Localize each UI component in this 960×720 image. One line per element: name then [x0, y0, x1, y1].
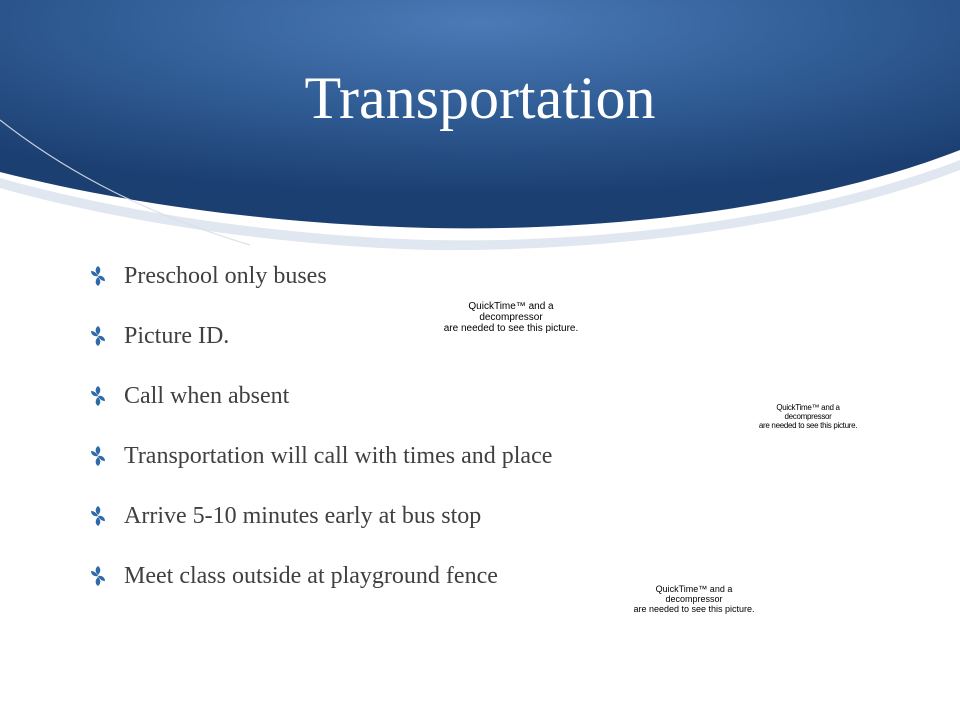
quicktime-line: decompressor: [479, 312, 543, 323]
bullet-item: [88, 546, 552, 606]
bullet-item: [88, 366, 552, 426]
quicktime-line: are needed to see this picture.: [758, 421, 858, 430]
floral-bullet-icon: [88, 565, 108, 587]
floral-bullet-icon: [88, 265, 108, 287]
bullet-item: [88, 486, 552, 546]
quicktime-line: QuickTime™ and a: [468, 301, 554, 312]
quicktime-line: QuickTime™ and a: [776, 403, 840, 412]
bullet-text: Arrive 5-10 minutes early at bus stop: [124, 502, 482, 529]
bullet-text: Transportation will call with times and place: [124, 442, 553, 469]
quicktime-placeholder: [738, 403, 878, 430]
floral-bullet-icon: [88, 385, 108, 407]
quicktime-placeholder: [415, 301, 607, 334]
floral-bullet-icon: [88, 325, 108, 347]
bullet-list: [88, 246, 552, 606]
bullet-item: [88, 426, 552, 486]
bullet-text: Meet class outside at playground fence: [124, 562, 498, 589]
quicktime-line: are needed to see this picture.: [443, 323, 579, 334]
floral-bullet-icon: [88, 505, 108, 527]
quicktime-line: are needed to see this picture.: [633, 604, 755, 614]
quicktime-line: decompressor: [784, 412, 832, 421]
slide-title: Transportation: [304, 65, 656, 131]
quicktime-line: QuickTime™ and a: [655, 584, 733, 594]
bullet-text: Call when absent: [124, 382, 290, 409]
quicktime-line: decompressor: [665, 594, 723, 604]
bullet-item: [88, 246, 552, 306]
bullet-text: Preschool only buses: [124, 262, 327, 289]
floral-bullet-icon: [88, 445, 108, 467]
bullet-text: Picture ID.: [124, 322, 230, 349]
quicktime-placeholder: [610, 584, 778, 614]
